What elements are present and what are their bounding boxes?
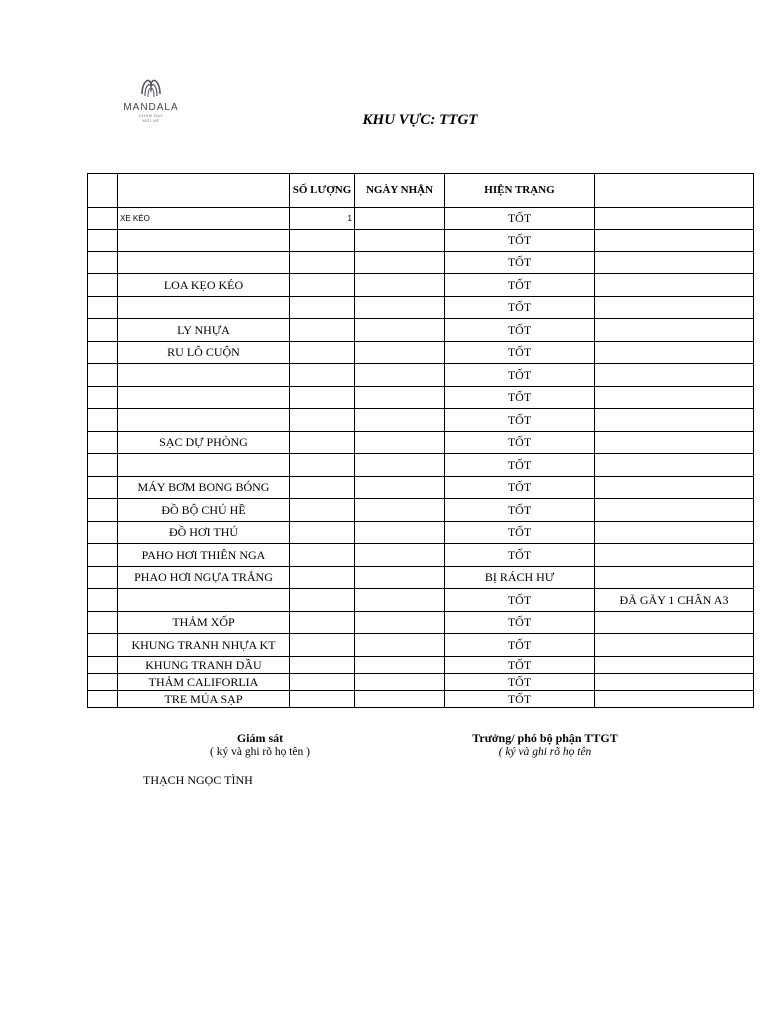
- row-index-cell: [88, 319, 118, 342]
- note-cell: [595, 230, 754, 252]
- quantity-cell: [290, 342, 355, 364]
- row-index-cell: [88, 432, 118, 454]
- header-index: [88, 174, 118, 208]
- quantity-cell: [290, 319, 355, 342]
- date-received-cell: [355, 477, 445, 499]
- row-index-cell: [88, 477, 118, 499]
- condition-cell: TỐT: [445, 342, 595, 364]
- row-index-cell: [88, 274, 118, 297]
- note-cell: [595, 477, 754, 499]
- table-row: [88, 477, 754, 499]
- condition-cell: TỐT: [445, 387, 595, 409]
- item-name-cell: PAHO HƠI THIÊN NGA: [118, 544, 290, 567]
- note-cell: [595, 342, 754, 364]
- quantity-cell: [290, 691, 355, 708]
- item-name-cell: ĐỒ HƠI THÚ: [118, 522, 290, 544]
- item-name-cell: [118, 387, 290, 409]
- condition-cell: TỐT: [445, 274, 595, 297]
- quantity-cell: [290, 432, 355, 454]
- note-cell: [595, 387, 754, 409]
- item-name-cell: LY NHỰA: [118, 319, 290, 342]
- note-cell: [595, 274, 754, 297]
- quantity-cell: [290, 589, 355, 612]
- note-cell: [595, 499, 754, 522]
- row-index-cell: [88, 252, 118, 274]
- item-name-cell: [118, 297, 290, 319]
- note-cell: [595, 634, 754, 657]
- item-name-cell: SẠC DỰ PHÒNG: [118, 432, 290, 454]
- date-received-cell: [355, 612, 445, 634]
- quantity-cell: [290, 364, 355, 387]
- item-name-cell: THẢM XỐP: [118, 612, 290, 634]
- note-cell: [595, 364, 754, 387]
- quantity-cell: [290, 454, 355, 477]
- note-cell: [595, 522, 754, 544]
- item-name-cell: RU LÔ CUỘN: [118, 342, 290, 364]
- date-received-cell: [355, 409, 445, 432]
- date-received-cell: [355, 454, 445, 477]
- condition-cell: BỊ RÁCH HƯ: [445, 567, 595, 589]
- quantity-cell: [290, 674, 355, 691]
- item-name-cell: [118, 409, 290, 432]
- condition-cell: TỐT: [445, 454, 595, 477]
- table-header-row: [88, 174, 754, 208]
- row-index-cell: [88, 342, 118, 364]
- quantity-cell: [290, 634, 355, 657]
- item-name-cell: ĐỒ BỘ CHÚ HỀ: [118, 499, 290, 522]
- table-row: [88, 208, 754, 230]
- item-name-cell: [118, 454, 290, 477]
- item-name-cell: XE KÉO: [118, 208, 290, 230]
- page-title: KHU VỰC: TTGT: [362, 112, 478, 128]
- date-received-cell: [355, 432, 445, 454]
- item-name-cell: PHAO HƠI NGỰA TRẮNG: [118, 567, 290, 589]
- row-index-cell: [88, 634, 118, 657]
- table-row: [88, 454, 754, 477]
- table-row: [88, 432, 754, 454]
- item-name-cell: [118, 589, 290, 612]
- quantity-cell: [290, 612, 355, 634]
- quantity-cell: [290, 657, 355, 674]
- date-received-cell: [355, 674, 445, 691]
- note-cell: [595, 567, 754, 589]
- row-index-cell: [88, 567, 118, 589]
- row-index-cell: [88, 691, 118, 708]
- table-row: [88, 634, 754, 657]
- table-row: [88, 612, 754, 634]
- date-received-cell: [355, 589, 445, 612]
- table-row: [88, 589, 754, 612]
- item-name-cell: LOA KẸO KÉO: [118, 274, 290, 297]
- note-cell: [595, 454, 754, 477]
- table-row: [88, 691, 754, 708]
- condition-cell: TỐT: [445, 499, 595, 522]
- item-name-cell: [118, 230, 290, 252]
- note-cell: [595, 544, 754, 567]
- row-index-cell: [88, 612, 118, 634]
- header-condition: HIỆN TRẠNG: [445, 174, 595, 208]
- condition-cell: TỐT: [445, 612, 595, 634]
- supervisor-note: ( ký và ghi rõ họ tên ): [210, 746, 310, 758]
- date-received-cell: [355, 297, 445, 319]
- row-index-cell: [88, 499, 118, 522]
- date-received-cell: [355, 657, 445, 674]
- condition-cell: TỐT: [445, 297, 595, 319]
- quantity-cell: [290, 477, 355, 499]
- condition-cell: TỐT: [445, 634, 595, 657]
- header-quantity: SỐ LƯỢNG: [290, 174, 355, 208]
- condition-cell: TỐT: [445, 674, 595, 691]
- row-index-cell: [88, 522, 118, 544]
- row-index-cell: [88, 589, 118, 612]
- date-received-cell: [355, 364, 445, 387]
- table-row: [88, 319, 754, 342]
- department-head-title: Trưởng/ phó bộ phận TTGT: [472, 731, 618, 745]
- item-name-cell: [118, 252, 290, 274]
- note-cell: [595, 297, 754, 319]
- table-row: [88, 522, 754, 544]
- table-row: [88, 657, 754, 674]
- note-cell: [595, 432, 754, 454]
- condition-cell: TỐT: [445, 252, 595, 274]
- item-name-cell: KHUNG TRANH NHỰA KT: [118, 634, 290, 657]
- row-index-cell: [88, 208, 118, 230]
- condition-cell: TỐT: [445, 230, 595, 252]
- quantity-cell: [290, 409, 355, 432]
- header-name: [118, 174, 290, 208]
- condition-cell: TỐT: [445, 208, 595, 230]
- note-cell: [595, 691, 754, 708]
- header-note: [595, 174, 754, 208]
- item-name-cell: MÁY BƠM BONG BÓNG: [118, 477, 290, 499]
- note-cell: [595, 657, 754, 674]
- item-name-cell: KHUNG TRANH DẦU: [118, 657, 290, 674]
- inventory-table: [87, 173, 754, 708]
- date-received-cell: [355, 567, 445, 589]
- quantity-cell: [290, 567, 355, 589]
- condition-cell: TỐT: [445, 364, 595, 387]
- table-row: [88, 252, 754, 274]
- condition-cell: TỐT: [445, 409, 595, 432]
- item-name-cell: THẢM CALIFORLIA: [118, 674, 290, 691]
- row-index-cell: [88, 454, 118, 477]
- logo-brand: MANDALA: [123, 102, 179, 113]
- quantity-cell: [290, 544, 355, 567]
- table-row: [88, 499, 754, 522]
- date-received-cell: [355, 522, 445, 544]
- supervisor-name: THẠCH NGỌC TÌNH: [143, 773, 253, 787]
- date-received-cell: [355, 230, 445, 252]
- date-received-cell: [355, 252, 445, 274]
- item-name-cell: TRE MÚA SẠP: [118, 691, 290, 708]
- quantity-cell: [290, 499, 355, 522]
- date-received-cell: [355, 387, 445, 409]
- quantity-cell: [290, 387, 355, 409]
- row-index-cell: [88, 387, 118, 409]
- condition-cell: TỐT: [445, 544, 595, 567]
- row-index-cell: [88, 657, 118, 674]
- date-received-cell: [355, 499, 445, 522]
- table-row: [88, 364, 754, 387]
- note-cell: ĐÃ GÃY 1 CHÂN A3: [595, 589, 754, 612]
- table-row: [88, 674, 754, 691]
- note-cell: [595, 674, 754, 691]
- mandala-logo-icon: [138, 72, 164, 100]
- table-row: [88, 567, 754, 589]
- row-index-cell: [88, 364, 118, 387]
- date-received-cell: [355, 691, 445, 708]
- note-cell: [595, 612, 754, 634]
- condition-cell: TỐT: [445, 589, 595, 612]
- date-received-cell: [355, 319, 445, 342]
- quantity-cell: [290, 297, 355, 319]
- table-row: [88, 230, 754, 252]
- condition-cell: TỐT: [445, 432, 595, 454]
- condition-cell: TỐT: [445, 319, 595, 342]
- logo-sub-2: MŨI NÉ: [142, 118, 160, 123]
- note-cell: [595, 208, 754, 230]
- condition-cell: TỐT: [445, 657, 595, 674]
- supervisor-signature-block: [180, 731, 340, 758]
- date-received-cell: [355, 342, 445, 364]
- condition-cell: TỐT: [445, 522, 595, 544]
- header-date-received: NGÀY NHẬN: [355, 174, 445, 208]
- row-index-cell: [88, 409, 118, 432]
- department-head-note: ( ký và ghi rõ họ tên: [498, 746, 592, 758]
- table-row: [88, 387, 754, 409]
- quantity-cell: 1: [290, 208, 355, 230]
- quantity-cell: [290, 230, 355, 252]
- note-cell: [595, 409, 754, 432]
- table-row: [88, 342, 754, 364]
- table-row: [88, 274, 754, 297]
- quantity-cell: [290, 522, 355, 544]
- date-received-cell: [355, 274, 445, 297]
- department-head-signature-block: [440, 731, 650, 758]
- row-index-cell: [88, 544, 118, 567]
- table-row: [88, 544, 754, 567]
- item-name-cell: [118, 364, 290, 387]
- condition-cell: TỐT: [445, 477, 595, 499]
- date-received-cell: [355, 208, 445, 230]
- date-received-cell: [355, 544, 445, 567]
- logo-sub-1: CHAM BAY: [138, 113, 164, 118]
- table-row: [88, 297, 754, 319]
- quantity-cell: [290, 274, 355, 297]
- note-cell: [595, 319, 754, 342]
- supervisor-title: Giám sát: [236, 731, 284, 745]
- condition-cell: TỐT: [445, 691, 595, 708]
- row-index-cell: [88, 674, 118, 691]
- table-row: [88, 409, 754, 432]
- row-index-cell: [88, 230, 118, 252]
- note-cell: [595, 252, 754, 274]
- row-index-cell: [88, 297, 118, 319]
- date-received-cell: [355, 634, 445, 657]
- quantity-cell: [290, 252, 355, 274]
